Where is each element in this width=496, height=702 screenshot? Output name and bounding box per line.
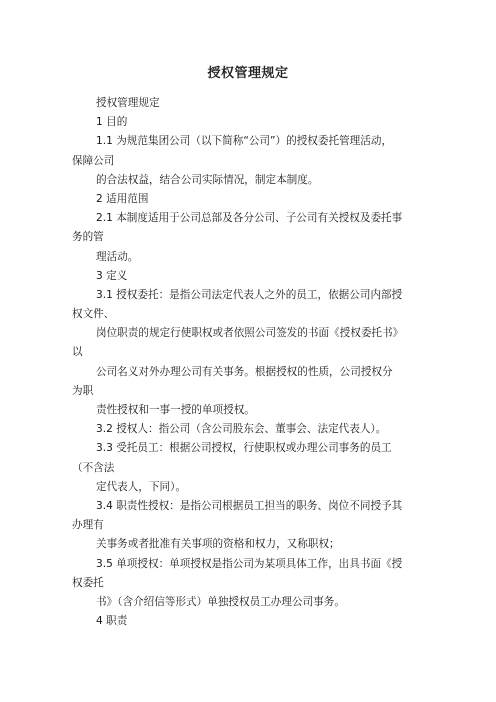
body-line: 定代表人，下同）。 (96, 480, 187, 493)
body-line: 的合法权益，结合公司实际情况，制定本制度。 (96, 173, 319, 186)
body-line: 1.1 为规范集团公司（以下简称“公司”）的授权委托管理活动， (96, 135, 393, 148)
body-line: 1 目的 (96, 116, 128, 129)
body-line: 岗位职责的规定行使职权或者依照公司签发的书面《授权委托书》 (96, 327, 404, 340)
body-line: 2.1 本制度适用于公司总部及各分公司、子公司有关授权及委托事 (96, 212, 403, 225)
body-line: 3.2 授权人：指公司（含公司股东会、董事会、法定代表人）。 (96, 423, 387, 436)
body-line: 3.4 职责性授权：是指公司根据员工担当的职务、岗位不同授予其 (96, 499, 403, 512)
body-line: 3 定义 (96, 269, 128, 282)
body-line: 权委托 (72, 576, 104, 589)
body-line: 授权管理规定 (96, 97, 160, 109)
body-line: 3.5 单项授权：单项授权是指公司为某项具体工作，出具书面《授 (96, 557, 403, 570)
document-body (72, 94, 432, 631)
body-line: 办理有 (72, 519, 104, 532)
body-line: 3.1 授权委托：是指公司法定代表人之外的员工，依据公司内部授 (96, 288, 403, 301)
body-line: 理活动。 (96, 250, 139, 263)
body-line: 以 (72, 346, 83, 359)
body-line: 书》（含介绍信等形式）单独授权员工办理公司事务。 (96, 595, 345, 608)
body-line: 关事务或者批准有关事项的资格和权力，又称职权； (96, 538, 340, 551)
document-title: 授权管理规定 (207, 66, 289, 81)
body-line: 为职 (72, 384, 94, 397)
body-line: 3.3 受托员工：根据公司授权，行使职权或办理公司事务的员工 (96, 442, 392, 455)
body-line: （不含法 (72, 461, 115, 474)
body-line: 责性授权和一事一授的单项授权。 (96, 404, 255, 416)
body-line: 2 适用范围 (96, 192, 149, 205)
body-line: 公司名义对外办理公司有关事务。根据授权的性质，公司授权分 (96, 365, 393, 378)
body-line: 保障公司 (72, 154, 115, 167)
body-line: 4 职责 (96, 615, 128, 628)
body-line: 权文件、 (72, 308, 115, 321)
body-line: 务的管 (72, 231, 104, 244)
